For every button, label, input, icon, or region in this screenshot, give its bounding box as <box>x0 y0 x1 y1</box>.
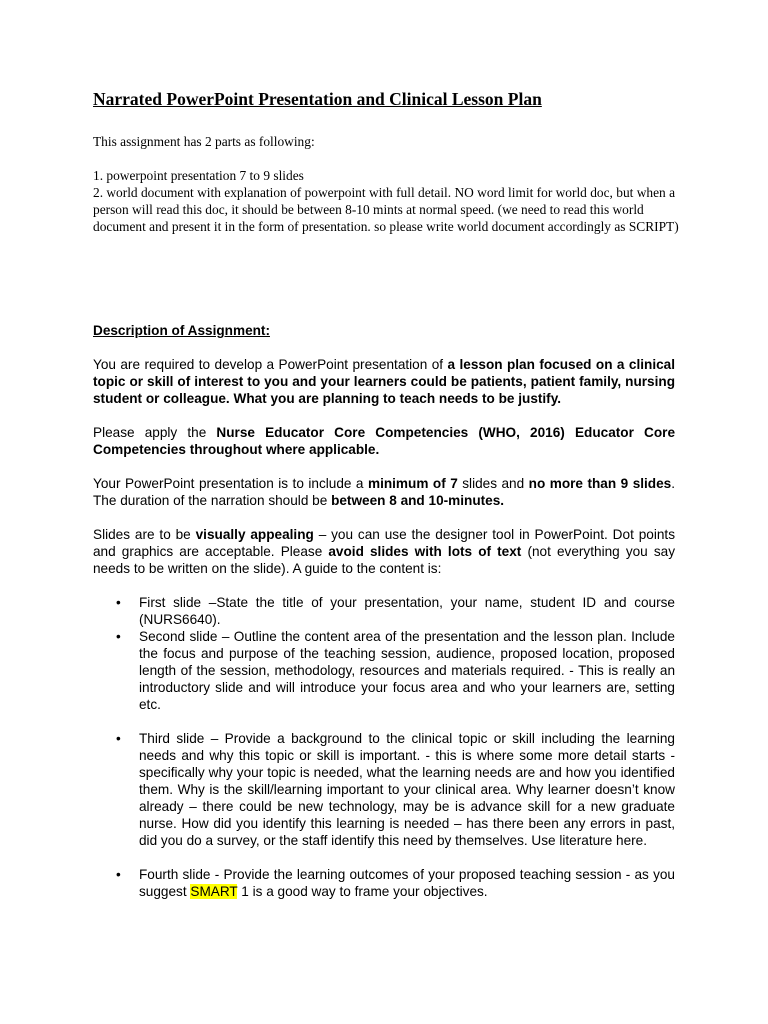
description-heading: Description of Assignment: <box>93 323 270 338</box>
intro-section <box>93 133 683 235</box>
bullet-icon: • <box>116 595 121 610</box>
bullet-icon: • <box>116 731 121 746</box>
list-item: • Fourth slide - Provide the learning outcomes of your proposed teaching session - as you suggest SMART 1 is a good way to frame your objectives. <box>116 867 675 899</box>
bullet-icon: • <box>116 629 121 644</box>
part-2: 2. world document with explanation of powerpoint with full detail. NO word limit for world doc, but when a person will read this doc, it should be between 8-10 mints at normal speed. (we need to read this world document and present it in the form of presentation. so please write world document accordingly as SCRIPT) <box>93 185 679 234</box>
description-section <box>93 322 675 900</box>
list-item: • Third slide – Provide a background to the clinical topic or skill including the learning needs and why this topic or skill is important. - this is where some more detail starts - specifically why your topic is needed, what the learning needs are and how you identified them. Why is the skill/learning important to your clinical area. Why learner doesn’t know already – there could be new technology, may be is advance skill for a new graduate nurse. How did you identify this learning is needed – has there been any errors in past, did you do a survey, or the staff identify this need by themselves. Use literature here. <box>116 731 675 848</box>
document-title: Narrated PowerPoint Presentation and Clinical Lesson Plan <box>93 89 542 109</box>
part-1: 1. powerpoint presentation 7 to 9 slides <box>93 168 304 183</box>
intro-line: This assignment has 2 parts as following: <box>93 134 315 149</box>
paragraph-competencies: Please apply the Nurse Educator Core Competencies (WHO, 2016) Educator Core Competencies throughout where applicable. <box>93 425 675 457</box>
paragraph-slide-count: Your PowerPoint presentation is to include a minimum of 7 slides and no more than 9 slides. The duration of the narration should be between 8 and 10-minutes. <box>93 476 676 508</box>
bullet-icon: • <box>116 867 121 882</box>
slide-guide-list <box>93 594 675 900</box>
list-item: • Second slide – Outline the content area of the presentation and the lesson plan. Include the focus and purpose of the teaching session, audience, proposed location, proposed length of the session, methodology, resources and materials required. - This is really an introductory slide and will introduce your focus area and who your learners are, setting etc. <box>116 629 675 712</box>
paragraph-lesson-plan: You are required to develop a PowerPoint presentation of a lesson plan focused on a clinical topic or skill of interest to you and your learners could be patients, patient family, nursing student or colleague. What you are planning to teach needs to be justify. <box>93 357 676 406</box>
list-item: • First slide –State the title of your presentation, your name, student ID and course (NURS6640). <box>116 595 675 627</box>
smart-highlight: SMART <box>190 884 238 899</box>
paragraph-visual: Slides are to be visually appealing – you can use the designer tool in PowerPoint. Dot points and graphics are acceptable. Please avoid slides with lots of text (not everything you say needs to be written on the slide). A guide to the content is: <box>93 527 676 576</box>
